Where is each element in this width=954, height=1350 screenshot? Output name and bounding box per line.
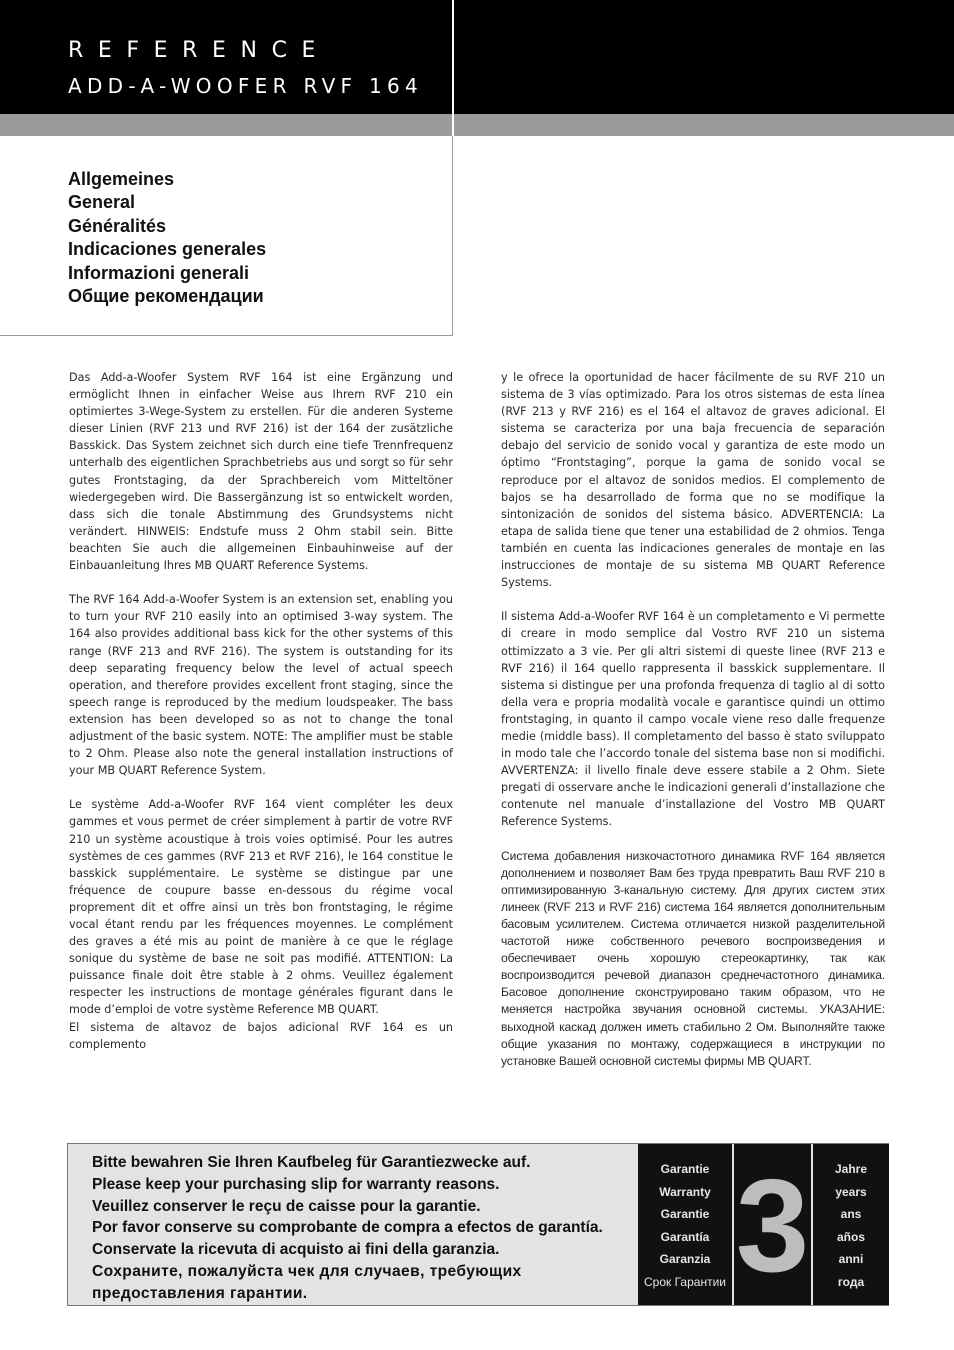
heading-ru: Общие рекомендации — [68, 286, 264, 307]
warranty-label: Warranty — [659, 1184, 711, 1199]
warranty-box — [67, 1143, 889, 1306]
page-title-line1: REFERENCE — [68, 38, 331, 63]
header-divider — [452, 0, 454, 136]
warranty-line-it: Conservate la ricevuta di acquisto ai fini della garanzia. — [92, 1241, 500, 1259]
warranty-units — [813, 1158, 889, 1294]
warranty-label: Срок Гарантии — [644, 1274, 726, 1289]
warranty-line-ru-1: Сохраните, пожалуйста чек для случаев, требующих — [92, 1262, 522, 1280]
warranty-label: Garantía — [660, 1229, 710, 1244]
page-title-line2: ADD-A-WOOFER RVF 164 — [68, 74, 424, 98]
warranty-unit: years — [835, 1184, 867, 1199]
warranty-line-ru-2: предоставления гарантии. — [92, 1284, 308, 1302]
warranty-labels — [638, 1158, 732, 1294]
warranty-line-es: Por favor conserve su comprobante de compra a efectos de garantía. — [92, 1219, 603, 1237]
warranty-unit: Jahre — [834, 1162, 868, 1176]
paragraph-de: Das Add-a-Woofer System RVF 164 ist eine Ergänzung und ermöglicht Ihnen in einfacher Weise aus Ihrem RVF 210 ein optimiertes 3-Wege-System zu erstellen. Für die anderen Systeme dieser Linien (RVF 213 und RVF 216) ist der 164 der zusätzliche Basskick. Das System zeichnet sich durch eine tiefe Trennfrequenz unterhalb des eigentlichen Sprachbetriebs aus und sorgt so für sehr gutes Frontstaging, da der Sprachbereich vom Mitteltöner wiedergegeben wird. Die Bassergänzung ist so entwickelt worden, dass sich die tonale Abstimmung des Grundsystems nicht verändert. HINWEIS: Endstufe muss 2 Ohm stabil sein. Bitte beachten Sie auch die allgemeinen Einbauhinweise auf der Einbauanleitung Ihres MB QUART Reference Systems. — [69, 371, 453, 573]
header-gray-band — [0, 114, 954, 136]
warranty-label: Garantie — [660, 1207, 710, 1222]
heading-fr: Généralités — [68, 215, 167, 236]
paragraph-en: The RVF 164 Add-a-Woofer System is an extension set, enabling you to turn your RVF 210 easily into an optimised 3-way system. The 164 also provides additional bass kick for the other systems of this range (RVF 213 and RVF 216). The system is outstanding for its deep separating frequency below the level of actual speech operation, and therefore provides excellent front staging, since the speech range is reproduced by the medium loudspeaker. The bass extension has been developed so as not to change the tonal adjustment of the basic system. NOTE: The amplifier must be stable to 2 Ohm. Please also note the general installation instructions of your MB QUART Reference System. — [69, 593, 453, 778]
paragraph-es-continued: y le ofrece la oportunidad de hacer fácilmente de su RVF 210 un sistema de 3 vías optimizado. Para los otros sistemas de esta línea (RVF 213 y RVF 216) es el 164 el altavoz de graves adicional. El sistema se caracteriza por una baja frecuencia de separación debajo del servicio de sonido vocal y garantiza de este modo un óptimo “Frontstaging”, porque la gama de sonido vocal se reproduce por el altavoz de sonidos medios. El complemento de bajos se ha desarrollado de forma que no se modifique la sintonización de sonidos del sistema básico. ADVERTENCIA: La etapa de salida tiene que tener una estabilidad de 2 ohmios. Tenga también en cuenta las indicaciones generales de montaje en las instrucciones de montaje de su sistema MB QUART Reference Systems. — [501, 371, 885, 590]
heading-en: General — [68, 192, 136, 213]
heading-de: Allgemeines — [68, 169, 175, 189]
warranty-label-cell — [638, 1144, 732, 1305]
warranty-line-fr: Veuillez conserver le reçu de caisse pour la garantie. — [92, 1197, 481, 1215]
warranty-unit: anni — [838, 1252, 864, 1267]
paragraph-fr: Le système Add-a-Woofer RVF 164 vient compléter les deux gammes et vous permet de créer simplement à partir de votre RVF 210 un système acoustique à trois voies optimisé. Pour les autres systèmes de ces gammes (RVF 213 et RVF 216), le 164 constitue le basskick supplémentaire. Le système se distingue par une fréquence de coupure basse en-dessous du régime vocal proprement dit et offre ainsi un très bon frontstaging, le régime vocal étant rendu par les fréquences moyennes. Le complément des graves a été mis au point de manière à ce que le réglage sonique du système de base ne soit pas modifié. ATTENTION: La puissance finale doit être stable à 2 ohms. Veuillez également respecter les instructions de montage générales figurant dans le mode d’emploi de votre système Reference MB QUART. — [69, 798, 453, 1017]
warranty-notice — [92, 1152, 603, 1305]
warranty-line-en: Please keep your purchasing slip for warranty reasons. — [92, 1175, 500, 1193]
paragraph-it: Il sistema Add-a-Woofer RVF 164 è un completamento e Vi permette di creare in modo semplice dal Vostro RVF 210 un sistema ottimizzato a 3 vie. Per gli altri sistemi di queste linee (RVF 213 e RVF 216) il 164 quello rappresenta il basskick supplementare. Il sistema si distingue per una profonda frequenza di taglio al di sotto della vera e propria modalità vocale e garantisce quindi un ottimo frontstaging, in quanto il campo vocale viene reso dalle frequenze medie (middle bass). Il completamento del basso è stato sviluppato in modo tale che l’accordo tonale del sistema base non si modifichi. AVVERTENZA: il livello finale deve essere stabile a 2 Ohm. Siete pregati di osservare anche le indicazioni generali d’installazione che contenute nel manuale d’installazione del Vostro MB QUART Reference Systems. — [501, 610, 885, 829]
warranty-label: Garanzia — [659, 1252, 711, 1267]
warranty-unit-cell — [813, 1144, 889, 1305]
warranty-unit: años — [836, 1229, 865, 1244]
heading-es: Indicaciones generales — [68, 239, 267, 260]
warranty-years-number: 3 — [735, 1152, 810, 1299]
paragraph-es-start: El sistema de altavoz de bajos adicional RVF 164 es un complemento — [69, 1020, 453, 1051]
paragraph-ru: Система добавления низкочастотного динамика RVF 164 является дополнением и позволяет Вам без труда превратить Ваш RVF 210 в оптимизированную 3-канальную систему. Для других систем этих линеек (RVF 213 и RVF 216) система 164 является дополнительным басовым усилителем. Система отличается низкой разделительной частотой ниже собственного речевого воспроизведения и обеспечивает очень хорошую стереокартинку, так как воспроизводится речевой диапазон среднечастотного динамика. Басовое дополнение сконструировано таким образом, что не меняется настройка звучания основной системы. УКАЗАНИЕ: выходной каскад должен иметь стабильно 2 Ом. Выполняйте также общие указания по монтажу, содержащиеся в инструкции по установке Вашей основной системы фирмы MB QUART. — [501, 848, 885, 1068]
text-column-left — [69, 369, 453, 1070]
warranty-label: Garantie — [660, 1162, 710, 1176]
warranty-unit: года — [837, 1274, 865, 1289]
heading-it: Informazioni generali — [68, 262, 250, 283]
warranty-unit: ans — [840, 1207, 862, 1222]
section-headings — [68, 168, 266, 308]
warranty-number-cell — [734, 1144, 811, 1305]
text-column-right — [501, 369, 885, 1087]
warranty-line-de: Bitte bewahren Sie Ihren Kaufbeleg für Garantiezwecke auf. — [92, 1154, 531, 1171]
